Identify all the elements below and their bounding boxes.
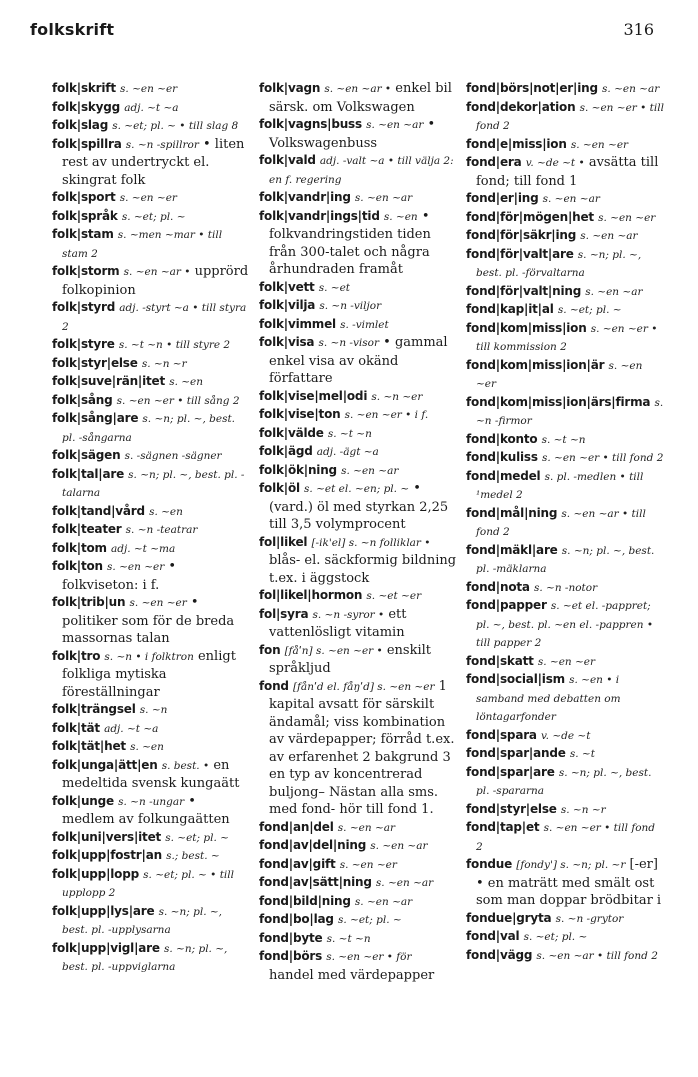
dictionary-entry bbox=[52, 540, 250, 559]
headword: fond|papper bbox=[466, 598, 547, 612]
headword: fond|för|valt|ning bbox=[466, 283, 582, 298]
headword: fond|spar|are bbox=[466, 764, 555, 779]
grammar-info: s. ~n -notor bbox=[533, 581, 598, 594]
headword: fondue|gryta bbox=[466, 910, 552, 925]
grammar-info: s. ~en ~er bbox=[339, 858, 397, 871]
headword: fol|likel|hormon bbox=[259, 588, 363, 602]
headword: folk|ägd bbox=[259, 444, 313, 458]
grammar-info: s. ~en ~ar bbox=[585, 285, 643, 298]
dictionary-entry bbox=[52, 99, 250, 118]
dictionary-entry bbox=[52, 829, 250, 848]
headword: fond|av|sätt|ning bbox=[259, 875, 372, 889]
grammar-info: s. ~n; pl. ~, best. pl. -uppviglarna bbox=[62, 942, 228, 973]
grammar-info: s. -sägnen -sägner bbox=[124, 450, 222, 462]
headword: folk|upp|fostr|an bbox=[52, 848, 162, 862]
dictionary-entry bbox=[52, 355, 250, 374]
headword: fond|bild|ning bbox=[259, 893, 351, 908]
dictionary-entry bbox=[259, 874, 457, 893]
definition: • medlem av folkungaätten bbox=[62, 793, 230, 827]
dictionary-entry bbox=[52, 701, 250, 720]
dictionary-entry bbox=[52, 594, 250, 648]
grammar-info: [fånˈd el. fåŋˈd] s. ~en ~er bbox=[292, 680, 435, 693]
dictionary-entry bbox=[259, 334, 457, 388]
grammar-info: s. ~t ~n bbox=[541, 433, 586, 446]
dictionary-entry bbox=[466, 597, 664, 653]
dictionary-entry bbox=[466, 745, 664, 764]
grammar-info: s. ~t ~n bbox=[326, 932, 371, 945]
grammar-info: s. ~en ~ar • till fond 2 bbox=[536, 949, 658, 962]
grammar-info: s. ~en ~er • till fond 2 bbox=[541, 452, 664, 464]
dictionary-entry bbox=[466, 227, 664, 246]
dictionary-entry bbox=[52, 720, 250, 739]
headword: fond bbox=[259, 678, 289, 693]
headword: fond|kuliss bbox=[466, 450, 538, 464]
headword: folk|ök|ning bbox=[259, 462, 337, 477]
headword: folk|vandr|ings|tid bbox=[259, 208, 380, 223]
definition: upprörd folkopinion bbox=[62, 264, 249, 298]
dictionary-entry bbox=[52, 263, 250, 299]
grammar-info: s. best. • bbox=[161, 759, 210, 772]
dictionary-entry bbox=[466, 246, 664, 283]
dictionary-entry bbox=[466, 154, 664, 190]
grammar-info: s. ~et; pl. ~ bbox=[523, 931, 588, 943]
grammar-info: s. ~n -teatrar bbox=[125, 524, 198, 536]
grammar-info: s. ~n -ungar bbox=[118, 795, 185, 808]
grammar-info: s. ~n; pl. ~, best. pl. -förvaltarna bbox=[476, 248, 642, 279]
headword: folk|tät|het bbox=[52, 739, 126, 753]
dictionary-entry bbox=[259, 819, 457, 838]
grammar-info: s. ~n; pl. ~, best. pl. -spararna bbox=[476, 766, 652, 797]
grammar-info: s. ~et el. -pappret; pl. ~, best. pl. ~en el. -pappren • till papper 2 bbox=[476, 600, 654, 649]
dictionary-entry bbox=[466, 801, 664, 820]
headword: fond|börs bbox=[259, 949, 323, 963]
headword: folk|öl bbox=[259, 481, 300, 495]
grammar-info: s. ~en ~er • till fond 2 bbox=[476, 101, 664, 132]
headword: folk|storm bbox=[52, 264, 120, 278]
dictionary-entry bbox=[259, 406, 457, 425]
dictionary-entry bbox=[52, 336, 250, 355]
headword: fond|börs|not|er|ing bbox=[466, 81, 598, 95]
dictionary-entry bbox=[466, 99, 664, 136]
headword: folk|vandr|ing bbox=[259, 190, 351, 204]
dictionary-entry bbox=[259, 116, 457, 152]
headword: folk|vise|mel|odi bbox=[259, 388, 368, 403]
dictionary-entry bbox=[466, 764, 664, 801]
dictionary-entry bbox=[52, 373, 250, 392]
dictionary-entry bbox=[52, 847, 250, 866]
grammar-info: s. -vimlet bbox=[340, 318, 389, 331]
grammar-info: s. ~en ~er bbox=[598, 211, 656, 224]
grammar-info: s. ~t ~n • till styre 2 bbox=[118, 339, 231, 351]
dictionary-entry bbox=[52, 392, 250, 411]
page-number: 316 bbox=[623, 20, 654, 39]
dictionary-entry bbox=[259, 837, 457, 856]
grammar-info: s. ~en ~er • för bbox=[326, 951, 412, 963]
dictionary-entry bbox=[466, 431, 664, 450]
headword: folk|tro bbox=[52, 648, 101, 663]
headword: fond|spara bbox=[466, 727, 537, 742]
grammar-info: s. ~en ~ar bbox=[366, 119, 424, 131]
headword: folk|vise|ton bbox=[259, 407, 341, 421]
grammar-info: s. ~et; pl. ~ bbox=[121, 210, 186, 223]
definition: enligt folkliga mytiska föreställningar bbox=[62, 648, 236, 700]
headword: folk|sport bbox=[52, 190, 116, 204]
headword: folk|upp|lopp bbox=[52, 866, 139, 881]
grammar-info: s. pl. -medlen • till ¹medel 2 bbox=[476, 470, 644, 501]
definition: • liten rest av undertryckt el. skingrat folk bbox=[62, 136, 245, 188]
headword: fond|för|mögen|het bbox=[466, 209, 594, 224]
dictionary-entry bbox=[466, 283, 664, 302]
headword: folk|vagns|buss bbox=[259, 117, 362, 131]
grammar-info: s. ~en ~ar bbox=[542, 193, 600, 205]
grammar-info: s. ~n -spillror bbox=[125, 138, 199, 151]
headword: folk|tät bbox=[52, 720, 100, 735]
headword: folk|trib|un bbox=[52, 595, 126, 609]
headword: fol|syra bbox=[259, 606, 309, 621]
dictionary-entry bbox=[259, 948, 457, 984]
headword: fond|an|del bbox=[259, 819, 334, 834]
dictionary-entry bbox=[259, 587, 457, 606]
dictionary-entry bbox=[52, 503, 250, 522]
grammar-info: s. ~en ~er • i f. bbox=[344, 409, 429, 421]
headword: folk|styr|else bbox=[52, 355, 138, 370]
dictionary-entry bbox=[259, 425, 457, 444]
grammar-info: s. ~n -grytor bbox=[555, 912, 624, 925]
dictionary-entry bbox=[52, 521, 250, 540]
headword: folk|teater bbox=[52, 522, 122, 536]
grammar-info: s. ~en ~ar bbox=[354, 192, 413, 204]
grammar-info: s. ~t ~n bbox=[327, 427, 372, 440]
headword: folk|styrd bbox=[52, 300, 116, 314]
grammar-info: s. ~n; pl. ~, best. pl. -upplysarna bbox=[62, 905, 222, 936]
definition: • politiker som för de breda massornas talan bbox=[62, 595, 235, 646]
grammar-info: s. ~en ~er bbox=[129, 597, 187, 609]
grammar-info: s. ~n; pl. ~, best. pl. -mäklarna bbox=[476, 544, 655, 575]
dictionary-entry bbox=[52, 558, 250, 594]
grammar-info: s. ~et el. ~en; pl. ~ bbox=[304, 483, 410, 495]
dictionary-entry bbox=[52, 299, 250, 336]
headword: fol|likel bbox=[259, 534, 308, 549]
dictionary-entry bbox=[259, 642, 457, 678]
grammar-info: s. ~t bbox=[569, 748, 595, 760]
grammar-info: s. ~n; pl. ~, best. pl. -sångarna bbox=[62, 413, 236, 444]
dictionary-entry bbox=[466, 856, 664, 910]
definition: • Volkswagenbuss bbox=[269, 117, 436, 151]
dictionary-entry bbox=[466, 449, 664, 468]
grammar-info: s. ~en ~er bbox=[107, 561, 165, 573]
dictionary-entry bbox=[52, 136, 250, 190]
grammar-info: s. ~en ~ar bbox=[602, 83, 660, 95]
headword: fond|bo|lag bbox=[259, 912, 334, 926]
dictionary-entry bbox=[466, 671, 664, 727]
headword: fond|kap|it|al bbox=[466, 302, 554, 316]
headword: fond|för|säkr|ing bbox=[466, 228, 577, 242]
definition: blås- el. säckformig bildning t.ex. i äggstock bbox=[269, 553, 457, 586]
dictionary-entry bbox=[52, 410, 250, 447]
headword: folk|unge bbox=[52, 793, 114, 808]
headword: folk|vald bbox=[259, 153, 316, 167]
grammar-info: s. ~et; pl. ~ bbox=[165, 831, 229, 844]
headword: folk|vimmel bbox=[259, 316, 336, 331]
definition: 1 kapital avsatt för särskilt ändamål; viss kombination av värdepapper; förråd t.ex. av erfarenhet 2 bakgrund 3 en typ av koncentrerad buljong– Nästan alla sms. med fond- hör till fond 1. bbox=[269, 678, 455, 817]
grammar-info: s. ~n; pl. ~, best. pl. -talarna bbox=[62, 468, 245, 499]
dictionary-entry bbox=[52, 793, 250, 829]
dictionary-entry bbox=[466, 579, 664, 598]
grammar-info: s. ~n ~r bbox=[560, 803, 606, 816]
grammar-info: s.; best. ~ bbox=[166, 850, 220, 862]
grammar-info: [fåˈn] s. ~en ~er • bbox=[284, 644, 383, 657]
grammar-info: adj. -styrt ~a • till styra 2 bbox=[62, 302, 247, 333]
headword: fon bbox=[259, 642, 281, 657]
dictionary-entry bbox=[259, 893, 457, 912]
grammar-info: s. ~en ~ar bbox=[375, 877, 434, 889]
headword: folk|skrift bbox=[52, 81, 116, 95]
dictionary-entry bbox=[259, 80, 457, 116]
dictionary-entry bbox=[259, 606, 457, 642]
grammar-info: s. ~en ~er bbox=[537, 655, 596, 668]
headword: folk|visa bbox=[259, 335, 315, 349]
definition: ett vattenlösligt vitamin bbox=[269, 606, 407, 640]
dictionary-entry bbox=[466, 542, 664, 579]
headword: folk|styre bbox=[52, 337, 115, 351]
dictionary-entry bbox=[466, 819, 664, 856]
grammar-info: s. ~et; pl. ~ • till slag 8 bbox=[112, 120, 239, 132]
definition: • gammal enkel visa av okänd författare bbox=[269, 335, 448, 386]
dictionary-entry bbox=[52, 648, 250, 702]
grammar-info: s. ~n ~r bbox=[141, 357, 187, 370]
headword: fond|e|miss|ion bbox=[466, 136, 567, 151]
grammar-info: s. ~n -firmor bbox=[476, 396, 664, 427]
dictionary-entry bbox=[259, 462, 457, 481]
headword: folk|sägen bbox=[52, 448, 121, 462]
grammar-info: s. ~n ~er bbox=[371, 390, 423, 403]
grammar-info: s. ~en ~ar bbox=[341, 464, 399, 477]
dictionary-entry bbox=[259, 316, 457, 335]
headword: fond|kom|miss|ion|ärs|firma bbox=[466, 394, 651, 409]
dictionary-entry bbox=[466, 320, 664, 357]
dictionary-entry bbox=[259, 534, 457, 588]
grammar-info: s. ~en ~er bbox=[119, 192, 177, 204]
headword: folk|välde bbox=[259, 425, 324, 440]
headword: fond|av|gift bbox=[259, 856, 336, 871]
dictionary-entry bbox=[466, 190, 664, 209]
headword: fond|kom|miss|ion bbox=[466, 320, 587, 335]
column-3 bbox=[466, 80, 664, 965]
dictionary-entry bbox=[259, 297, 457, 316]
grammar-info: v. ~de ~t • bbox=[525, 157, 585, 169]
headword: fond|er|ing bbox=[466, 191, 539, 205]
grammar-info: adj. ~t ~ma bbox=[110, 542, 176, 555]
dictionary-entry bbox=[466, 394, 664, 431]
headword: folk|vilja bbox=[259, 298, 316, 312]
dictionary-entry bbox=[466, 80, 664, 99]
headword: fond|mäkl|are bbox=[466, 542, 558, 557]
grammar-info: s. ~en ~er • till fond 2 bbox=[476, 822, 656, 853]
headword: fondue bbox=[466, 857, 513, 871]
grammar-info: s. ~en ~er • till sång 2 bbox=[116, 394, 240, 407]
headword: folk|stam bbox=[52, 227, 114, 241]
headword: folk|ton bbox=[52, 559, 103, 573]
headword: fond|nota bbox=[466, 579, 530, 594]
headword: fond|för|valt|are bbox=[466, 246, 574, 261]
grammar-info: s. ~en ~er bbox=[120, 83, 178, 95]
grammar-info: s. ~n -viljor bbox=[319, 300, 382, 312]
grammar-info: s. ~en ~ar bbox=[580, 230, 638, 242]
headword: fond|vägg bbox=[466, 947, 533, 962]
grammar-info: s. ~et bbox=[318, 281, 351, 294]
headword: fond|dekor|ation bbox=[466, 99, 576, 114]
headword: folk|slag bbox=[52, 118, 109, 132]
headword: folk|språk bbox=[52, 208, 118, 223]
headword: fond|styr|else bbox=[466, 801, 557, 816]
dictionary-entry bbox=[259, 911, 457, 930]
grammar-info: s. ~en bbox=[149, 505, 183, 518]
headword: fond|social|ism bbox=[466, 672, 565, 686]
headword: fond|byte bbox=[259, 930, 323, 945]
definition: enkel bil särsk. om Volkswagen bbox=[269, 81, 452, 115]
grammar-info: adj. -valt ~a • till välja 2: en f. regering bbox=[269, 155, 454, 186]
headword: folk|skygg bbox=[52, 99, 121, 114]
definition: enskilt språkljud bbox=[269, 642, 431, 676]
grammar-info: s. ~en ~er • till kommission 2 bbox=[476, 322, 658, 353]
dictionary-entry bbox=[52, 117, 250, 136]
definition: • folkviseton: i f. bbox=[62, 559, 177, 593]
headword: fond|val bbox=[466, 929, 520, 943]
headword: folk|tom bbox=[52, 540, 107, 555]
dictionary-entry bbox=[259, 279, 457, 298]
headword: folk|trängsel bbox=[52, 702, 136, 716]
grammar-info: s. ~et; pl. ~ • till upplopp 2 bbox=[62, 868, 235, 899]
definition: [-er] • en maträtt med smält ost som man doppar brödbitar i bbox=[476, 857, 662, 908]
grammar-info: v. ~de ~t bbox=[540, 729, 591, 742]
headword: folk|tand|vård bbox=[52, 503, 145, 518]
definition: en medeltida svensk kungaätt bbox=[62, 757, 240, 791]
headword: folk|upp|vigl|are bbox=[52, 940, 160, 955]
headword: folk|tal|are bbox=[52, 466, 125, 481]
dictionary-entry bbox=[259, 152, 457, 189]
definition: handel med värdepapper bbox=[269, 967, 435, 983]
dictionary-entry bbox=[259, 443, 457, 462]
grammar-info: s. ~n • i folktron bbox=[104, 650, 194, 663]
dictionary-entry bbox=[52, 208, 250, 227]
grammar-info: s. ~en ~ar bbox=[354, 895, 413, 908]
grammar-info: s. ~en ~ar bbox=[337, 821, 396, 834]
dictionary-entry bbox=[259, 189, 457, 208]
grammar-info: s. ~n -visor bbox=[318, 337, 379, 349]
headword: fond|kom|miss|ion|är bbox=[466, 357, 605, 372]
dictionary-entry bbox=[466, 947, 664, 966]
dictionary-entry bbox=[52, 757, 250, 793]
headword: folk|sång bbox=[52, 392, 113, 407]
grammar-info: s. ~en ~er bbox=[570, 138, 629, 151]
headword: fond|av|del|ning bbox=[259, 838, 367, 852]
headword: folk|unga|ätt|en bbox=[52, 757, 158, 772]
grammar-info: s. ~en ~ar • bbox=[324, 83, 392, 95]
dictionary-entry bbox=[259, 480, 457, 534]
dictionary-entry bbox=[466, 910, 664, 929]
running-head: folkskrift bbox=[30, 20, 115, 39]
dictionary-entry bbox=[466, 209, 664, 228]
definition: • folkvandringstiden tiden från 300-talet och några århundraden framåt bbox=[269, 208, 431, 277]
dictionary-entry bbox=[259, 930, 457, 949]
headword: folk|upp|lys|are bbox=[52, 903, 155, 918]
dictionary-entry bbox=[52, 80, 250, 99]
dictionary-entry bbox=[52, 866, 250, 903]
dictionary-entry bbox=[466, 653, 664, 672]
grammar-info: s. ~en bbox=[169, 376, 204, 388]
headword: folk|uni|vers|itet bbox=[52, 829, 162, 844]
dictionary-entry bbox=[466, 928, 664, 947]
grammar-info: adj. ~t ~a bbox=[124, 101, 179, 114]
dictionary-entry bbox=[52, 903, 250, 940]
column-1 bbox=[52, 80, 250, 977]
headword: fond|skatt bbox=[466, 653, 534, 668]
grammar-info: s. ~et; pl. ~ bbox=[557, 304, 622, 316]
grammar-info: s. ~en • i samband med debatten om löntagarfonder bbox=[476, 674, 621, 723]
dictionary-entry bbox=[259, 208, 457, 279]
grammar-info: adj. ~t ~a bbox=[104, 722, 159, 735]
headword: fond|era bbox=[466, 155, 522, 169]
headword: fond|mål|ning bbox=[466, 505, 558, 520]
column-2 bbox=[259, 80, 457, 984]
grammar-info: s. ~et ~er bbox=[366, 590, 422, 602]
dictionary-entry bbox=[259, 388, 457, 407]
definition: avsätta till fond; till fond 1 bbox=[476, 155, 659, 189]
grammar-info: s. ~en bbox=[383, 210, 418, 223]
grammar-info: s. ~et; pl. ~ bbox=[337, 914, 402, 926]
grammar-info: [fondy'] s. ~n; pl. ~r bbox=[516, 859, 626, 871]
dictionary-entry bbox=[466, 357, 664, 394]
dictionary-entry bbox=[52, 738, 250, 757]
dictionary-entry bbox=[259, 678, 457, 819]
dictionary-entry bbox=[52, 447, 250, 466]
headword: folk|sång|are bbox=[52, 411, 139, 425]
headword: folk|vagn bbox=[259, 81, 321, 95]
dictionary-entry bbox=[259, 856, 457, 875]
grammar-info: s. ~en ~er bbox=[476, 359, 643, 390]
dictionary-entry bbox=[52, 940, 250, 977]
headword: fond|tap|et bbox=[466, 820, 540, 834]
dictionary-entry bbox=[466, 301, 664, 320]
headword: folk|vett bbox=[259, 279, 315, 294]
definition: • (vard.) öl med styrkan 2,25 till 3,5 volymprocent bbox=[269, 481, 449, 532]
headword: fond|medel bbox=[466, 468, 541, 483]
dictionary-entry bbox=[466, 136, 664, 155]
headword: folk|suve|rän|itet bbox=[52, 374, 166, 388]
dictionary-entry bbox=[52, 226, 250, 263]
grammar-info: s. ~en bbox=[130, 741, 164, 753]
dictionary-entry bbox=[466, 727, 664, 746]
dictionary-entry bbox=[466, 468, 664, 505]
grammar-info: s. ~n -syror • bbox=[312, 608, 385, 621]
grammar-info: [-ik'el] s. ~n folliklar • bbox=[311, 536, 431, 549]
page-header bbox=[30, 20, 654, 44]
dictionary-entry bbox=[52, 466, 250, 503]
headword: folk|spillra bbox=[52, 136, 122, 151]
grammar-info: s. ~men ~mar • till stam 2 bbox=[62, 229, 223, 260]
dictionary-entry bbox=[466, 505, 664, 542]
grammar-info: adj. -ägt ~a bbox=[316, 446, 379, 458]
grammar-info: s. ~en ~ar • till fond 2 bbox=[476, 507, 646, 538]
dictionary-entry bbox=[52, 189, 250, 208]
grammar-info: s. ~en ~ar • bbox=[123, 266, 191, 278]
headword: fond|spar|ande bbox=[466, 746, 566, 760]
grammar-info: s. ~en ~ar bbox=[370, 840, 428, 852]
headword: fond|konto bbox=[466, 431, 538, 446]
grammar-info: s. ~n bbox=[139, 704, 168, 716]
